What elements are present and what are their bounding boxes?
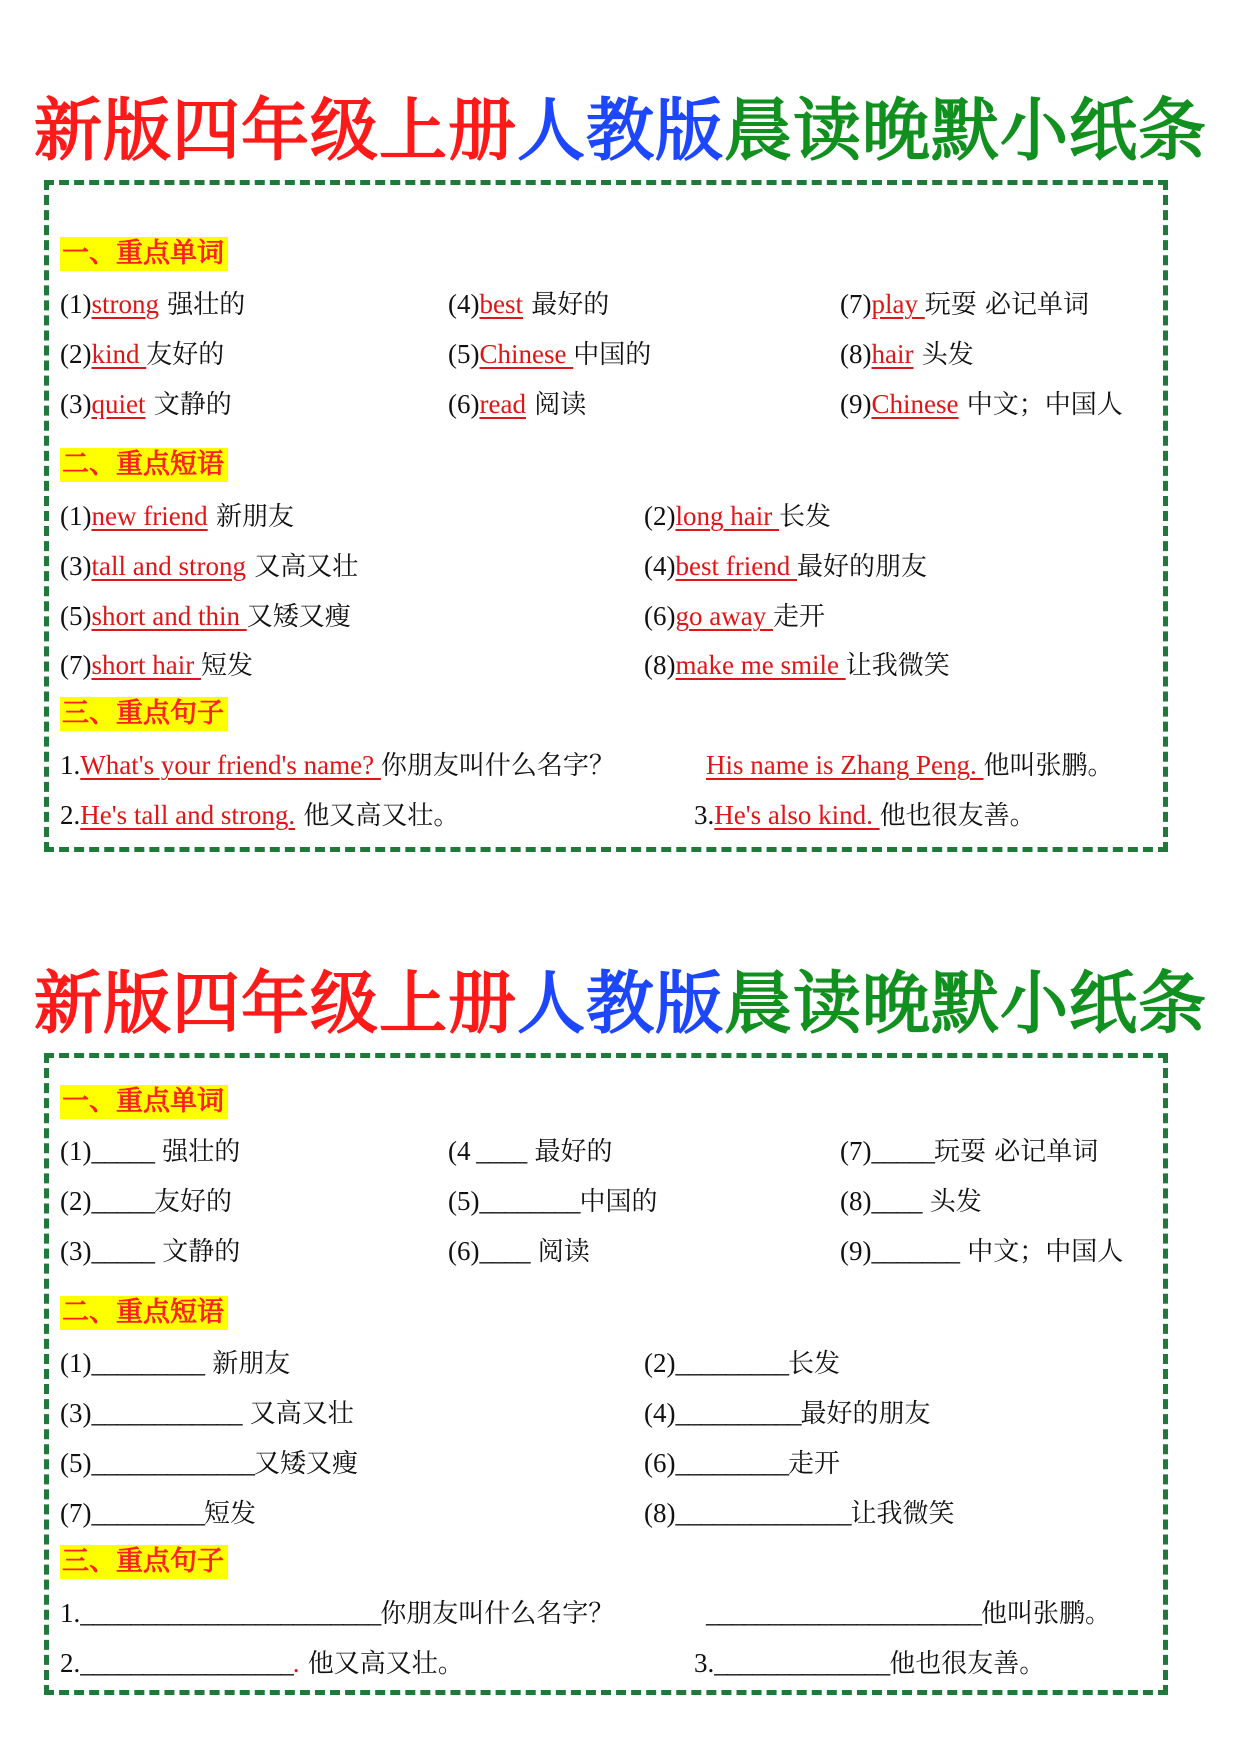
phrase-item: (1)new friend 新朋友 [60, 501, 294, 532]
phrase-item: (2)long hair 长发 [644, 501, 831, 532]
word-item: (8)hair 头发 [840, 339, 974, 370]
word-blank: (8)____ 头发 [840, 1186, 982, 1217]
phrase-item: (6)go away 走开 [644, 601, 825, 632]
word-item: (6)read 阅读 [448, 389, 587, 420]
sentence-blank: 3.______________他也很友善。 [694, 1648, 1046, 1679]
sentence-item: 2.He's tall and strong. 他又高又壮。 [60, 800, 460, 831]
page-title-top: 新版四年级上册人教版晨读晚默小纸条 [33, 92, 1208, 171]
section-key-phrases: 二、重点短语 [60, 1296, 228, 1330]
phrase-blank: (7)_________短发 [60, 1498, 256, 1529]
section-key-sentences: 三、重点句子 [60, 1545, 228, 1579]
phrase-blank: (3)____________ 又高又壮 [60, 1398, 354, 1429]
word-blank: (2)_____友好的 [60, 1186, 232, 1217]
sentence-blank: 1.________________________你朋友叫什么名字？ [60, 1598, 615, 1629]
word-item: (5)Chinese 中国的 [448, 339, 652, 370]
word-item: (9)Chinese 中文；中国人 [840, 389, 1123, 420]
phrase-item: (7)short hair 短发 [60, 650, 253, 681]
word-item: (7)play 玩耍 必记单词 [840, 289, 1089, 320]
phrase-blank: (8)______________让我微笑 [644, 1498, 955, 1529]
word-blank: (9)_______ 中文；中国人 [840, 1236, 1124, 1267]
section-key-sentences: 三、重点句子 [60, 697, 228, 731]
phrase-item: (5)short and thin 又矮又瘦 [60, 601, 351, 632]
word-blank: (1)_____ 强壮的 [60, 1136, 241, 1167]
phrase-item: (3)tall and strong 又高又壮 [60, 551, 359, 582]
sentence-item: 3.He's also kind. 他也很友善。 [694, 800, 1036, 831]
sentence-blank: 2._________________. 他又高又壮。 [60, 1648, 464, 1679]
sentence-item: His name is Zhang Peng. 他叫张鹏。 [706, 750, 1114, 781]
section-key-words: 一、重点单词 [60, 237, 228, 271]
phrase-item: (8)make me smile 让我微笑 [644, 650, 950, 681]
phrase-blank: (5)_____________又矮又瘦 [60, 1448, 358, 1479]
phrase-blank: (2)_________长发 [644, 1348, 840, 1379]
word-blank: (6)____ 阅读 [448, 1236, 590, 1267]
phrase-item: (4)best friend 最好的朋友 [644, 551, 927, 582]
word-item: (1)strong 强壮的 [60, 289, 246, 320]
sentence-item: 1.What's your friend's name? 你朋友叫什么名字？ [60, 750, 615, 781]
word-blank: (7)_____玩耍 必记单词 [840, 1136, 1099, 1167]
phrase-blank: (1)_________ 新朋友 [60, 1348, 291, 1379]
word-blank: (4 ____ 最好的 [448, 1136, 613, 1167]
sentence-blank: ______________________他叫张鹏。 [706, 1598, 1112, 1629]
word-item: (3)quiet 文静的 [60, 389, 232, 420]
word-blank: (3)_____ 文静的 [60, 1236, 241, 1267]
word-item: (4)best 最好的 [448, 289, 610, 320]
word-blank: (5)________中国的 [448, 1186, 658, 1217]
page-title-bottom: 新版四年级上册人教版晨读晚默小纸条 [33, 965, 1208, 1044]
section-key-phrases: 二、重点短语 [60, 448, 228, 482]
phrase-blank: (6)_________走开 [644, 1448, 840, 1479]
word-item: (2)kind 友好的 [60, 339, 225, 370]
phrase-blank: (4)__________最好的朋友 [644, 1398, 931, 1429]
section-key-words: 一、重点单词 [60, 1085, 228, 1119]
